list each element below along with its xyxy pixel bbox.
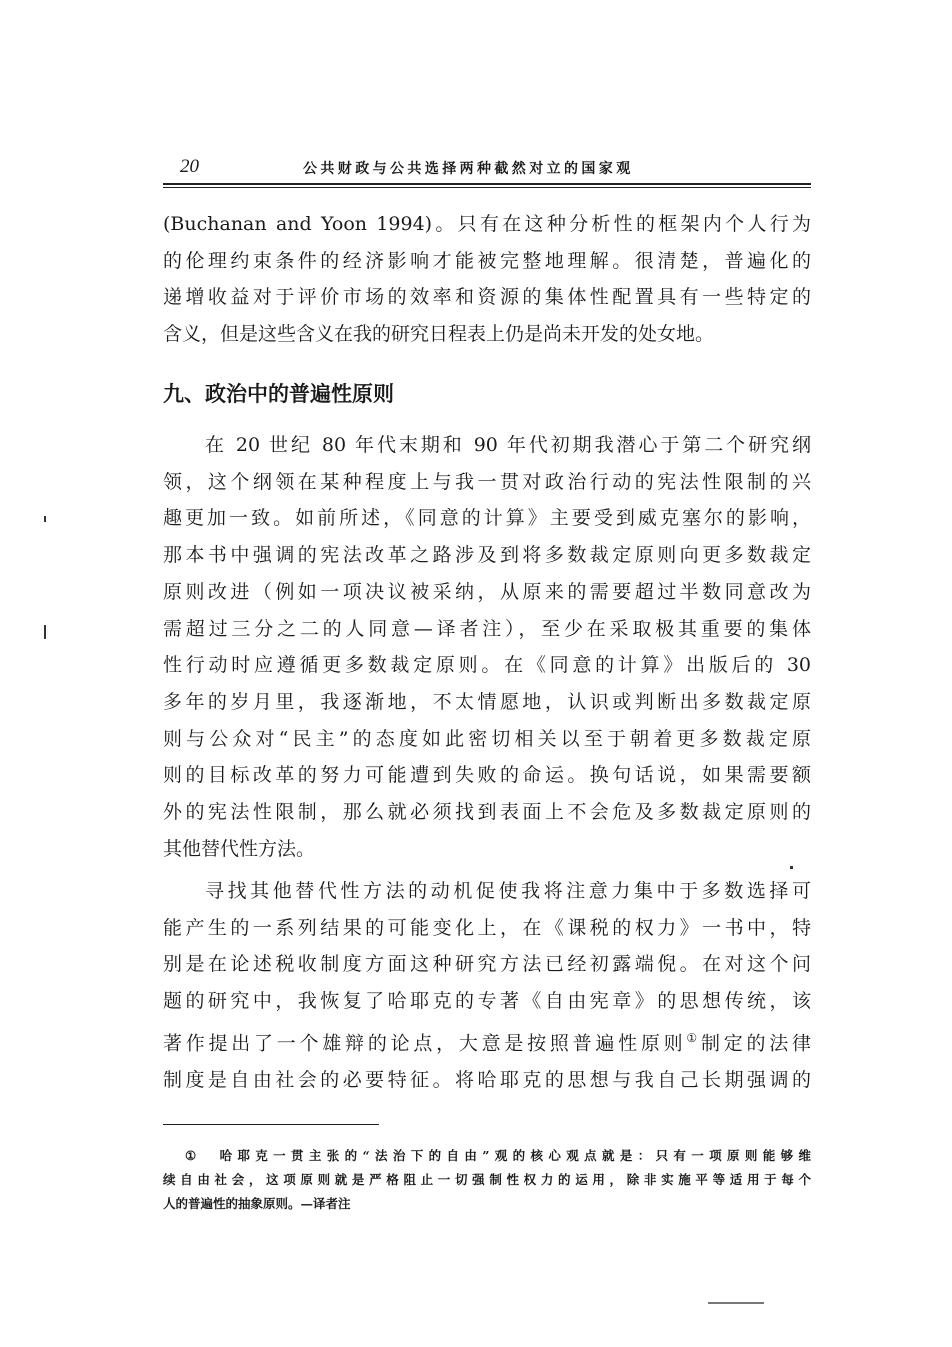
footnote-line: 续自由社会，这项原则就是严格阻止一切强制性权力的运用，除非实施平等适用于每个: [163, 1172, 811, 1187]
text-line: 趣更加一致。如前所述，《同意的计算》主要受到威克塞尔的影响，: [163, 507, 811, 530]
header-rule: [163, 183, 811, 188]
scan-speck: [44, 625, 46, 639]
scan-speck: [708, 1302, 764, 1304]
footnote-reference[interactable]: ①: [686, 1030, 701, 1045]
text-line: 能产生的一系列结果的可能变化上，在《课税的权力》一书中，特: [163, 916, 811, 939]
text-line: 多年的岁月里，我逐渐地，不太情愿地，认识或判断出多数裁定原: [163, 690, 811, 713]
text-line: 其他替代性方法。: [163, 837, 316, 860]
text-line: 含义，但是这些含义在我的研究日程表上仍是尚未开发的处女地。: [163, 323, 715, 346]
text-line: 在 20 世纪 80 年代末期和 90 年代初期我潜心于第二个研究纲: [205, 434, 811, 456]
paragraph-3: [163, 873, 811, 1099]
footnote-line: 人的普遍性的抽象原则。—译者注: [163, 1196, 351, 1211]
text-line: 别是在论述税收制度方面这种研究方法已经初露端倪。在对这个问: [163, 953, 811, 976]
text-line-with-footnote: [163, 1020, 811, 1062]
text-line: 递增收益对于评价市场的效率和资源的集体性配置具有一些特定的: [163, 286, 811, 309]
text-line: 题的研究中，我恢复了哈耶克的专著《自由宪章》的思想传统，该: [163, 990, 811, 1013]
text-line: 那本书中强调的宪法改革之路涉及到将多数裁定原则向更多数裁定: [163, 544, 811, 567]
text-line: 领，这个纲领在某种程度上与我一贯对政治行动的宪法性限制的兴: [163, 470, 811, 493]
text-segment: 制定的法律: [700, 1032, 811, 1055]
scan-speck: [790, 866, 793, 869]
text-line: 需超过三分之二的人同意—译者注），至少在采取极其重要的集体: [163, 617, 811, 640]
scan-speck: [44, 516, 46, 522]
text-segment: 著作提出了一个雄辩的论点，大意是按照普遍性原则: [163, 1032, 687, 1055]
text-line: 外的宪法性限制，那么就必须找到表面上不会危及多数裁定原则的: [163, 801, 811, 824]
section-heading: 九、政治中的普遍性原则: [163, 382, 394, 406]
footnote-rule: [163, 1124, 379, 1125]
text-line: 则的目标改革的努力可能遭到失败的命运。换句话说，如果需要额: [163, 764, 811, 787]
running-title: 公共财政与公共选择两种截然对立的国家观: [303, 161, 634, 177]
text-line: 寻找其他替代性方法的动机促使我将注意力集中于多数选择可: [205, 880, 811, 902]
footnote-line: [163, 1144, 811, 1168]
page-number: 20: [180, 156, 199, 177]
footnote-text: 哈耶克一贯主张的“法治下的自由”观的核心观点就是：只有一项原则能够维: [219, 1148, 811, 1163]
footnote: [163, 1144, 811, 1216]
text-line: 性行动时应遵循更多数裁定原则。在《同意的计算》出版后的 30: [163, 654, 811, 677]
text-line: 制度是自由社会的必要特征。将哈耶克的思想与我自己长期强调的: [163, 1068, 811, 1091]
text-line: 原则改进（例如一项决议被采纳，从原来的需要超过半数同意改为: [163, 580, 811, 603]
text-line: (Buchanan and Yoon 1994)。只有在这种分析性的框架内个人行为: [163, 213, 811, 235]
paragraph-1: [163, 206, 811, 353]
footnote-marker: ①: [185, 1148, 202, 1163]
page-header: [163, 154, 811, 184]
text-line: 的伦理约束条件的经济影响才能被完整地理解。很清楚，普遍化的: [163, 249, 811, 272]
text-line: 则与公众对“民主”的态度如此密切相关以至于朝着更多数裁定原: [163, 727, 811, 750]
paragraph-2: [163, 427, 811, 867]
